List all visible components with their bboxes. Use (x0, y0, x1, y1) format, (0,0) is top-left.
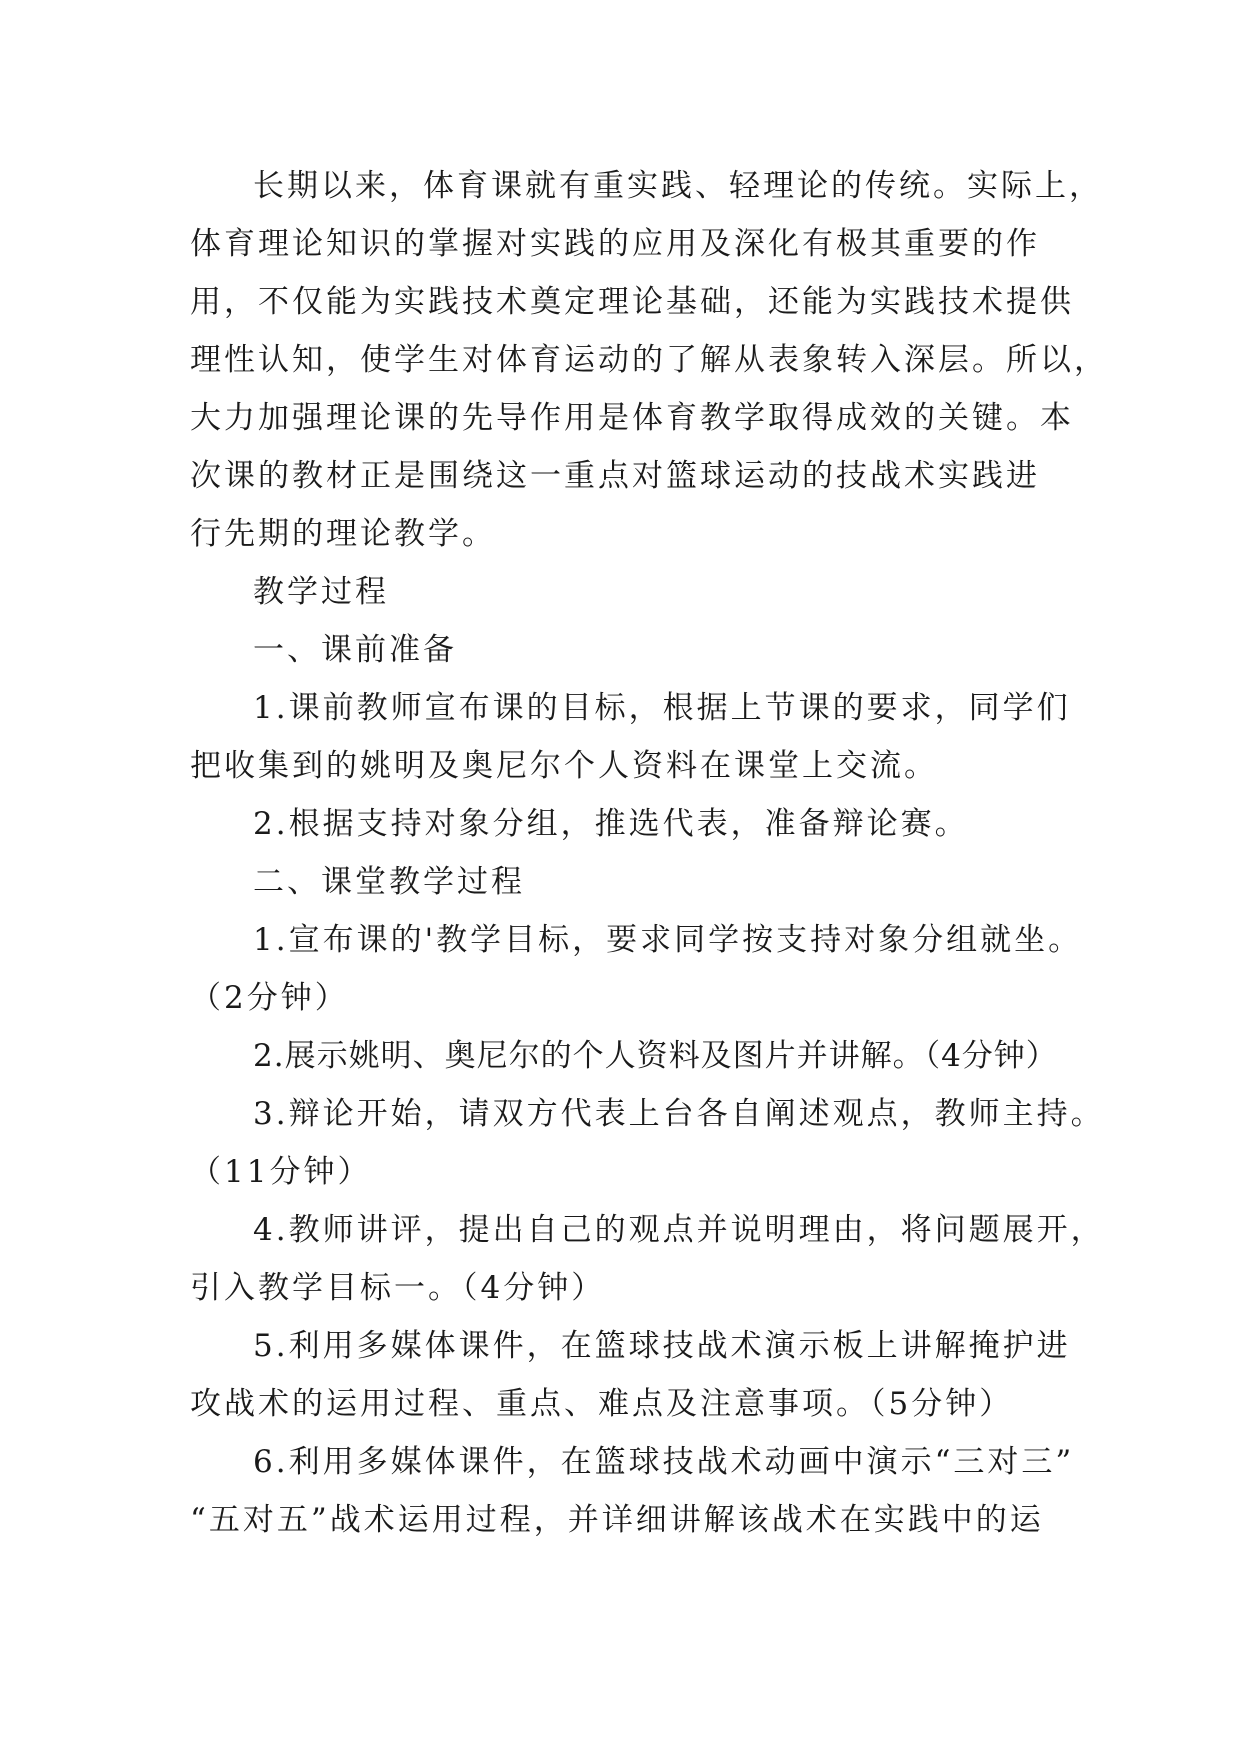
list-item-line: 2.展示姚明、奥尼尔的个人资料及图片并讲解。（4分钟） (253, 1038, 1058, 1074)
list-item-line: 6.利用多媒体课件，在篮球技战术动画中演示“三对三” (253, 1444, 1075, 1480)
list-item-line: 4.教师讲评，提出自己的观点并说明理由，将问题展开， (253, 1212, 1105, 1248)
section-heading: 一、课前准备 (253, 632, 457, 668)
list-item-line: “五对五”战术运用过程，并详细讲解该战术在实践中的运 (190, 1502, 1044, 1538)
paragraph-line: 行先期的理论教学。 (190, 516, 496, 552)
list-item-line: 1.宣布课的'教学目标，要求同学按支持对象分组就坐。 (253, 922, 1083, 958)
list-item-line: 引入教学目标一。（4分钟） (190, 1270, 606, 1306)
paragraph-line: 理性认知，使学生对体育运动的了解从表象转入深层。所以， (190, 342, 1108, 378)
list-item-line: 1.课前教师宣布课的目标，根据上节课的要求，同学们 (253, 690, 1071, 726)
paragraph-line: 用，不仅能为实践技术奠定理论基础，还能为实践技术提供 (190, 284, 1074, 320)
section-heading: 教学过程 (253, 574, 389, 610)
paragraph-line: 长期以来，体育课就有重实践、轻理论的传统。实际上， (253, 168, 1103, 204)
list-item-line: 把收集到的姚明及奥尼尔个人资料在课堂上交流。 (190, 748, 938, 784)
paragraph-line: 大力加强理论课的先导作用是体育教学取得成效的关键。本 (190, 400, 1074, 436)
list-item-line: 攻战术的运用过程、重点、难点及注意事项。（5分钟） (190, 1386, 1014, 1422)
list-item-line: 5.利用多媒体课件，在篮球技战术演示板上讲解掩护进 (253, 1328, 1071, 1364)
list-item-line: （2分钟） (190, 980, 349, 1016)
section-heading: 二、课堂教学过程 (253, 864, 525, 900)
list-item-line: 2.根据支持对象分组，推选代表，准备辩论赛。 (253, 806, 969, 842)
paragraph-line: 体育理论知识的掌握对实践的应用及深化有极其重要的作 (190, 226, 1040, 262)
paragraph-line: 次课的教材正是围绕这一重点对篮球运动的技战术实践进 (190, 458, 1040, 494)
list-item-line: （11分钟） (190, 1154, 372, 1190)
list-item-line: 3.辩论开始，请双方代表上台各自阐述观点，教师主持。 (253, 1096, 1105, 1132)
